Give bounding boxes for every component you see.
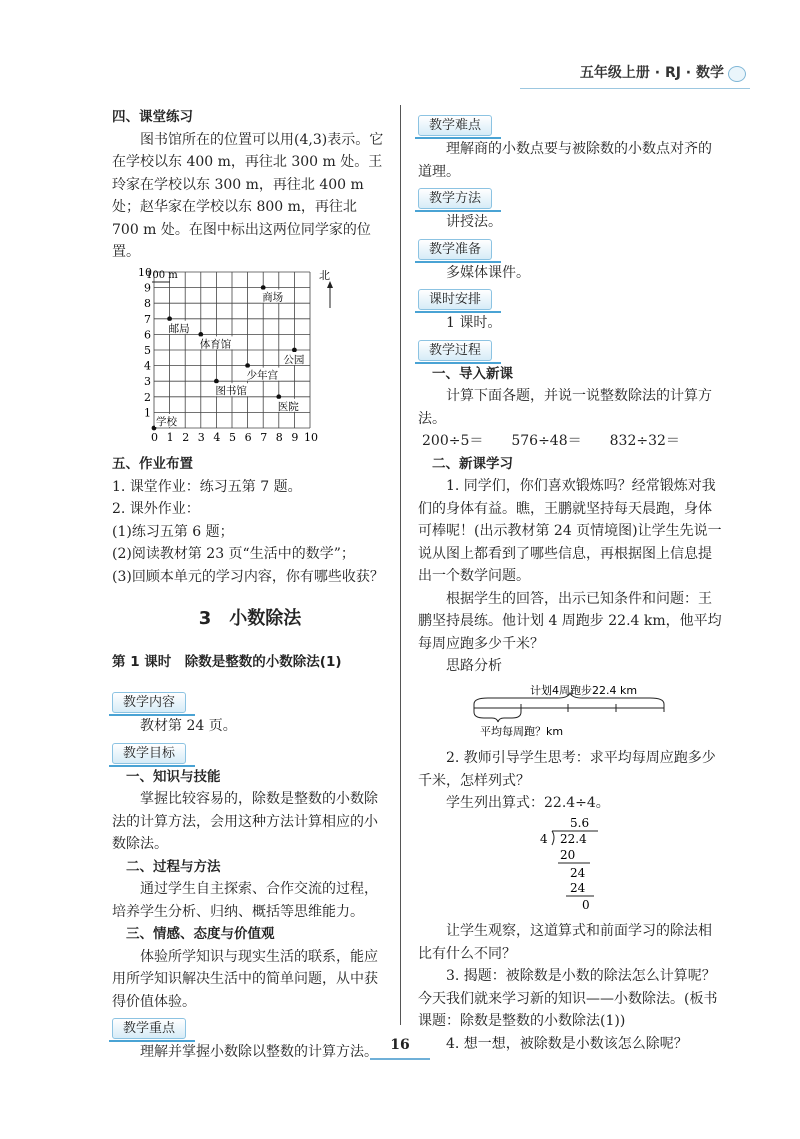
y-tick-label: 10 — [138, 267, 152, 279]
x-tick-label: 3 — [197, 430, 205, 444]
place-point — [292, 347, 297, 352]
division-bracket — [552, 831, 554, 845]
paragraph-3: 2. 教师引导学生思考：求平均每周应跑多少千米，怎样列式？ — [418, 750, 716, 789]
expression-2: 576÷48＝ — [511, 433, 582, 449]
division-dividend: 22.4 — [560, 831, 587, 846]
place-point — [276, 394, 281, 399]
diagram-top-label: 计划4周跑步22.4 km — [530, 683, 638, 697]
grid-svg — [112, 268, 388, 446]
paragraph-1: 1. 同学们，你们喜欢锻炼吗？经常锻炼对我们的身体有益。瞧，王鹏就坚持每天晨跑，身体可棒呢！(出示教材第 24 页情境图)让学生先说一说从图上都看到了哪些信息，再根据图上信息提出一个数学问题。 — [418, 478, 722, 584]
intro-text: 计算下面各题，并说一说整数除法的计算方法。 — [418, 388, 712, 427]
x-tick-label: 4 — [213, 430, 221, 444]
division-step1: 20 — [560, 847, 576, 862]
y-tick-label: 3 — [144, 374, 151, 388]
place-point — [167, 316, 172, 321]
header-title: 五年级上册 · RJ · 数学 — [579, 65, 724, 81]
goal3-heading: 三、情感、态度与价值观 — [126, 926, 275, 942]
y-tick-label: 7 — [144, 312, 151, 326]
chapter-title: 3 小数除法 — [198, 608, 302, 629]
diagram-bottom-brace — [474, 712, 521, 722]
left-column — [112, 106, 388, 1064]
place-point — [214, 378, 219, 383]
y-tick-label: 4 — [144, 359, 151, 373]
y-tick-label: 8 — [144, 296, 151, 310]
y-tick-label: 5 — [144, 343, 151, 357]
place-label: 医院 — [277, 400, 299, 413]
y-tick-label: 9 — [144, 281, 151, 295]
tag-key: 教学重点 — [112, 1018, 186, 1039]
method-text: 讲授法。 — [446, 214, 502, 230]
page-number: 16 — [390, 1037, 410, 1053]
goal1-text: 掌握比较容易的，除数是整数的小数除法的计算方法，会用这种方法计算相应的小数除法。 — [112, 791, 378, 852]
place-label: 公园 — [283, 353, 305, 366]
tag-prep: 教学准备 — [418, 239, 492, 260]
place-label: 少年宫 — [246, 369, 279, 382]
expression-3: 832÷32＝ — [609, 433, 680, 449]
coordinate-grid — [112, 268, 388, 454]
right-column — [418, 110, 724, 1055]
goal3-text: 体验所学知识与现实生活的联系，能应用所学知识解决生活中的简单问题，从中获得价值体验。 — [112, 948, 378, 1010]
goal2-heading: 二、过程与方法 — [126, 858, 221, 875]
paragraph-4: 学生列出算式：22.4÷4。 — [446, 795, 610, 811]
homework-heading: 五、作业布置 — [112, 456, 193, 472]
y-tick-label: 1 — [144, 405, 151, 419]
x-tick-label: 5 — [229, 430, 236, 444]
header-rule — [520, 88, 750, 89]
homework-2a: (1)练习五第 6 题； — [112, 523, 234, 540]
x-tick-label: 0 — [151, 430, 158, 444]
y-tick-label: 6 — [144, 327, 151, 341]
homework-2: 2. 课外作业： — [112, 501, 200, 517]
mascot-icon — [728, 66, 746, 82]
place-label: 商场 — [262, 291, 284, 304]
key-text: 理解并掌握小数除以整数的计算方法。 — [140, 1044, 378, 1060]
place-label: 图书馆 — [215, 384, 247, 397]
tag-difficulty: 教学难点 — [418, 115, 492, 136]
paragraph-7: 4. 想一想，被除数是小数该怎么除呢？ — [446, 1035, 688, 1052]
x-tick-label: 8 — [275, 430, 283, 444]
division-step2: 24 — [570, 865, 586, 880]
intro-heading: 一、导入新课 — [432, 365, 513, 382]
practice-text: 图书馆所在的位置可以用(4,3)表示。它在学校以东 400 m，再往北 300 m 处。王玲家在学校以东 300 m，再往北 400 m 处；赵华家在学校以东 800 m，再往北 700 m 处。在图中标出这两位同学家的位置。 — [112, 131, 384, 260]
x-tick-label: 1 — [166, 430, 174, 444]
analysis-label: 思路分析 — [446, 658, 502, 674]
x-tick-label: 7 — [260, 430, 268, 444]
tag-content: 教学内容 — [112, 692, 186, 713]
tag-goals: 教学目标 — [112, 743, 186, 764]
division-remainder: 0 — [582, 897, 590, 912]
paragraph-6: 3. 揭题：被除数是小数的除法怎么计算呢？今天我们就来学习新的知识——小数除法。(板书课题：除数是整数的小数除法(1)) — [418, 968, 718, 1029]
north-arrowhead — [327, 281, 333, 288]
prep-text: 多媒体课件。 — [446, 264, 530, 281]
time-text: 1 课时。 — [446, 315, 502, 331]
tag-time: 课时安排 — [418, 289, 492, 310]
x-tick-label: 6 — [244, 430, 252, 444]
expression-row — [418, 430, 724, 453]
long-division — [418, 815, 724, 913]
homework-2b: (2)阅读教材第 23 页“生活中的数学”； — [112, 546, 355, 562]
place-label: 邮局 — [168, 322, 190, 335]
division-divisor: 4 — [540, 831, 548, 846]
place-label: 体育馆 — [199, 337, 232, 350]
x-tick-label: 9 — [291, 430, 299, 444]
practice-heading: 四、课堂练习 — [112, 109, 193, 125]
lesson-title: 第 1 课时 除数是整数的小数除法(1) — [112, 653, 342, 670]
place-point — [198, 332, 203, 337]
paragraph-2: 根据学生的回答，出示已知条件和问题：王鹏坚持晨练。他计划 4 周跑步 22.4 km，他平均每周应跑多少千米？ — [418, 590, 722, 652]
x-tick-label: 10 — [304, 430, 318, 444]
scale-label: 100 m — [146, 269, 178, 281]
homework-2c: (3)回顾本单元的学习内容，你有哪些收获？ — [112, 568, 384, 585]
tag-method: 教学方法 — [418, 188, 492, 209]
paragraph-5: 让学生观察，这道算式和前面学习的除法相比有什么不同？ — [418, 923, 712, 962]
goal2-text: 通过学生自主探索、合作交流的过程，培养学生分析、归纳、概括等思维能力。 — [112, 881, 378, 920]
line-diagram — [418, 678, 724, 740]
division-quotient: 5.6 — [570, 815, 590, 830]
expression-1: 200÷5＝ — [422, 433, 484, 449]
difficulty-text: 理解商的小数点要与被除数的小数点对齐的道理。 — [418, 141, 712, 180]
goal1-heading: 一、知识与技能 — [126, 768, 221, 785]
homework-1: 1. 课堂作业：练习五第 7 题。 — [112, 478, 302, 495]
y-tick-label: 2 — [144, 390, 151, 404]
north-label: 北 — [319, 268, 330, 282]
x-tick-label: 2 — [182, 430, 190, 444]
new-heading: 二、新课学习 — [432, 455, 513, 472]
diagram-bottom-label: 平均每周跑？km — [480, 724, 564, 738]
place-point — [261, 285, 266, 290]
division-step3: 24 — [570, 880, 586, 895]
content-text: 教材第 24 页。 — [140, 718, 237, 734]
column-divider — [400, 105, 401, 1025]
place-label: 学校 — [156, 415, 177, 428]
place-point — [245, 363, 250, 368]
page-number-underline — [370, 1058, 430, 1060]
tag-process: 教学过程 — [418, 340, 492, 361]
grid-places — [152, 285, 307, 430]
